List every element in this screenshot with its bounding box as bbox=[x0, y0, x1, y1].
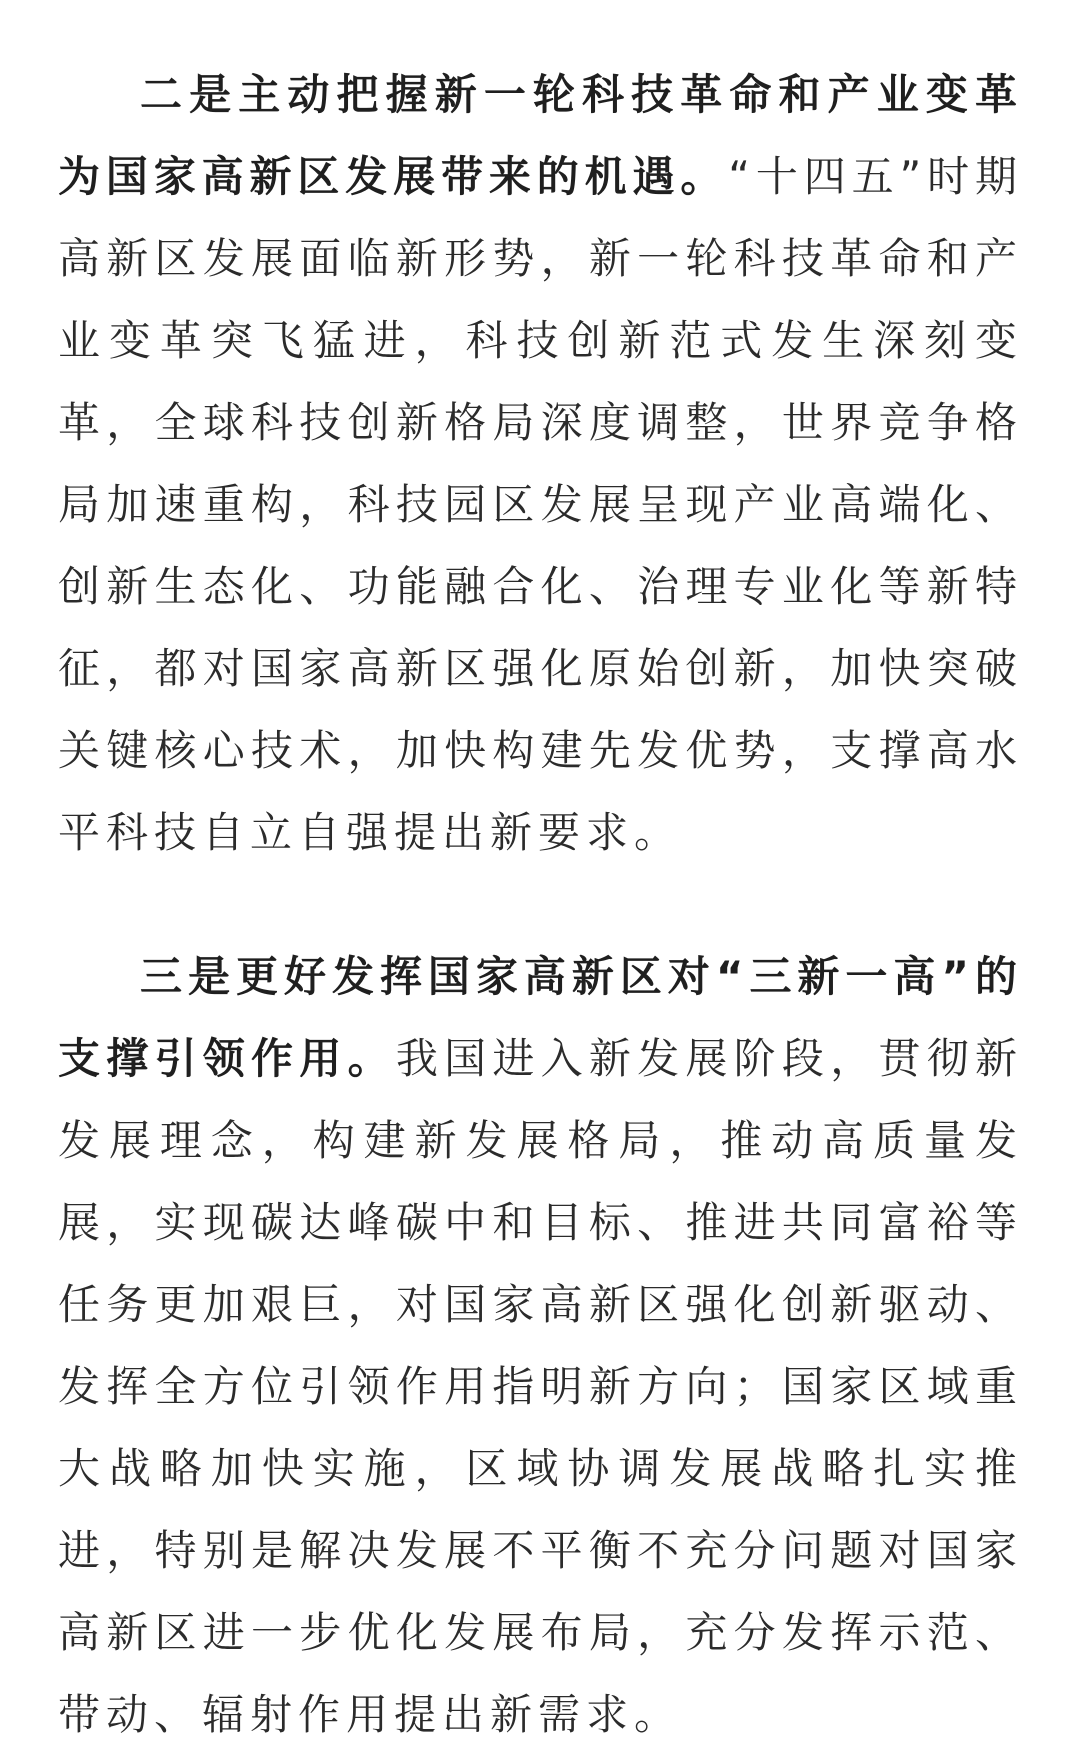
body-text: “十四五”时期 bbox=[728, 152, 1019, 201]
text-line bbox=[58, 710, 1019, 792]
text-line bbox=[58, 1182, 1019, 1264]
text-line bbox=[58, 1018, 1019, 1100]
body-text: 发展理念，构建新发展格局，推动高质量发 bbox=[58, 1116, 1019, 1165]
body-text: 革，全球科技创新格局深度调整，世界竞争格 bbox=[58, 398, 1019, 447]
body-text: 大战略加快实施，区域协调发展战略扎实推 bbox=[58, 1444, 1019, 1493]
body-text: 创新生态化、功能融合化、治理专业化等新特 bbox=[58, 562, 1019, 611]
body-text: 带动、辐射作用提出新需求。 bbox=[58, 1690, 683, 1739]
body-text: 平科技自立自强提出新要求。 bbox=[58, 808, 683, 857]
body-text: 发挥全方位引领作用指明新方向；国家区域重 bbox=[58, 1362, 1019, 1411]
body-text: 业变革突飞猛进，科技创新范式发生深刻变 bbox=[58, 316, 1019, 365]
text-line bbox=[58, 1592, 1019, 1674]
text-line bbox=[58, 1674, 1019, 1756]
body-text: 进，特别是解决发展不平衡不充分问题对国家 bbox=[58, 1526, 1019, 1575]
lead-sentence: 为国家高新区发展带来的机遇。 bbox=[58, 152, 729, 201]
text-line bbox=[58, 300, 1019, 382]
text-line bbox=[58, 1100, 1019, 1182]
lead-sentence: 二是主动把握新一轮科技革命和产业变革 bbox=[140, 70, 1019, 119]
lead-sentence: 支撑引领作用。 bbox=[58, 1034, 396, 1083]
text-line bbox=[58, 54, 1019, 136]
text-line bbox=[58, 1428, 1019, 1510]
text-line bbox=[58, 936, 1019, 1018]
body-text: 高新区进一步优化发展布局，充分发挥示范、 bbox=[58, 1608, 1019, 1657]
body-text: 高新区发展面临新形势，新一轮科技革命和产 bbox=[58, 234, 1019, 283]
paragraph-opportunities bbox=[58, 54, 1019, 874]
text-line bbox=[58, 382, 1019, 464]
lead-sentence: 三是更好发挥国家高新区对“三新一高”的 bbox=[140, 952, 1019, 1001]
body-text: 展，实现碳达峰碳中和目标、推进共同富裕等 bbox=[58, 1198, 1019, 1247]
text-line bbox=[58, 792, 1019, 874]
body-text: 征，都对国家高新区强化原始创新，加快突破 bbox=[58, 644, 1019, 693]
text-line bbox=[58, 628, 1019, 710]
text-line bbox=[58, 1346, 1019, 1428]
text-line bbox=[58, 546, 1019, 628]
text-line bbox=[58, 136, 1019, 218]
text-line bbox=[58, 218, 1019, 300]
body-text: 任务更加艰巨，对国家高新区强化创新驱动、 bbox=[58, 1280, 1019, 1329]
text-line bbox=[58, 464, 1019, 546]
body-text: 局加速重构，科技园区发展呈现产业高端化、 bbox=[58, 480, 1019, 529]
paragraph-three-new-one-high bbox=[58, 936, 1019, 1756]
text-line bbox=[58, 1264, 1019, 1346]
text-line bbox=[58, 1510, 1019, 1592]
body-text: 我国进入新发展阶段，贯彻新 bbox=[395, 1034, 1019, 1083]
body-text: 关键核心技术，加快构建先发优势，支撑高水 bbox=[58, 726, 1019, 775]
